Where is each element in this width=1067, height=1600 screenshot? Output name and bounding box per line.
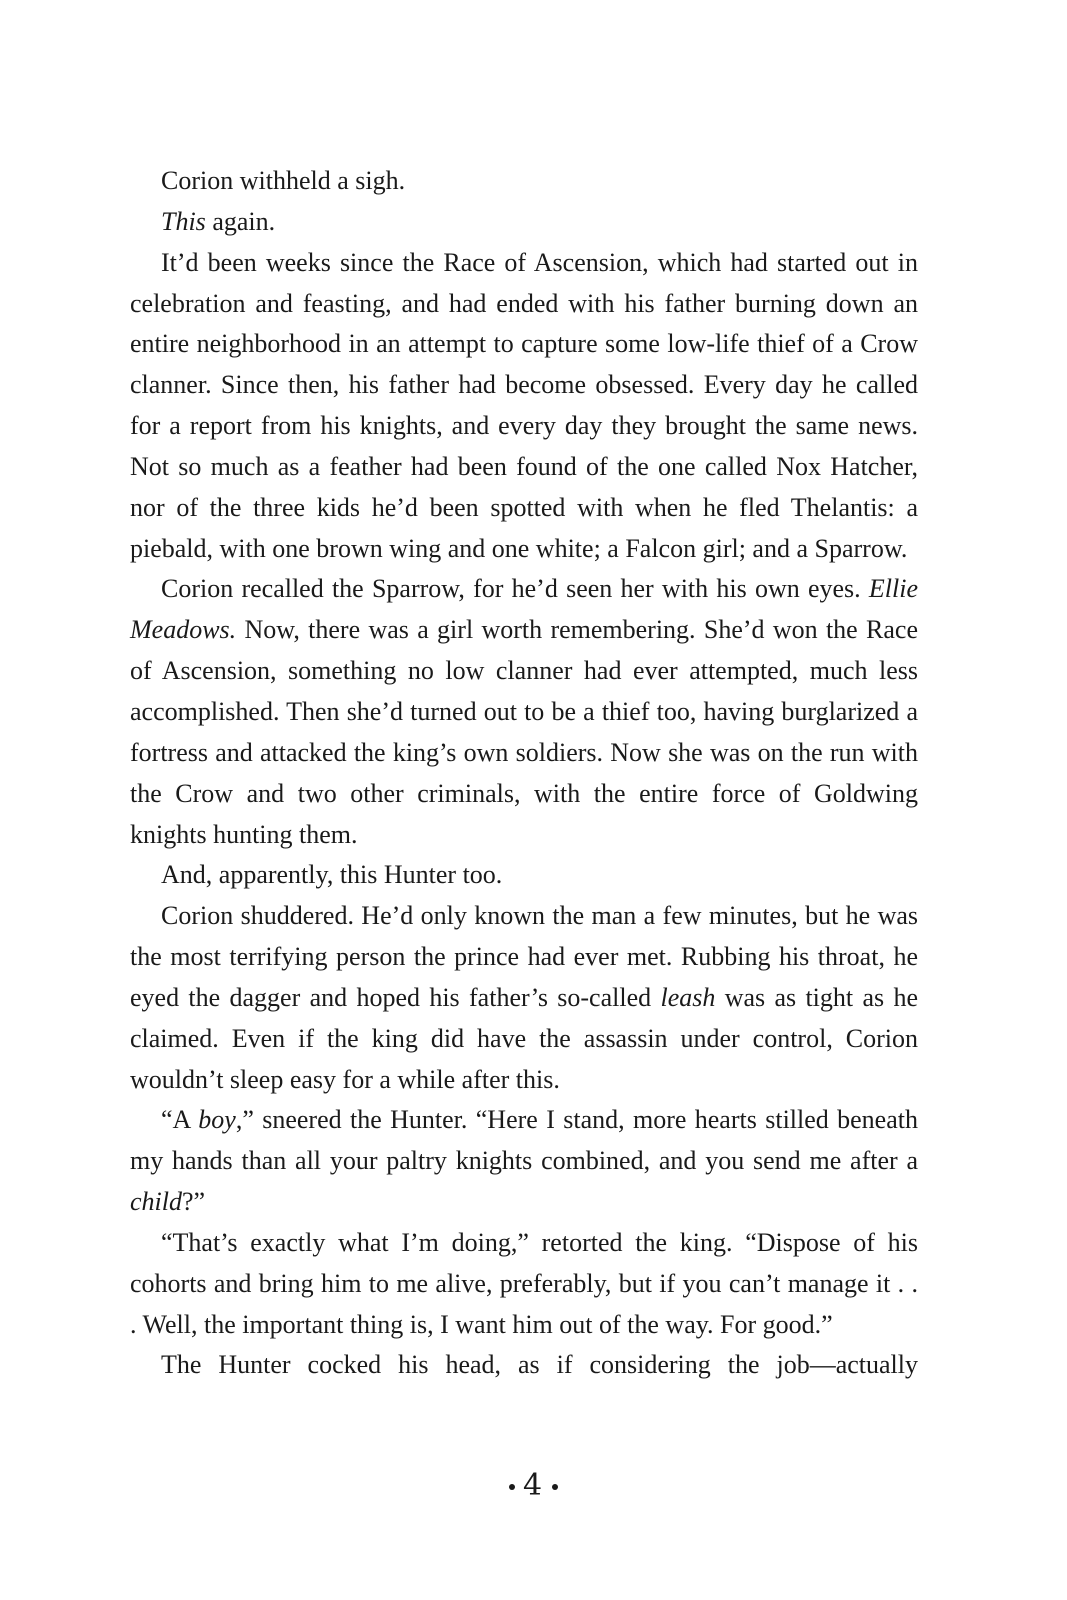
paragraph xyxy=(130,569,918,855)
folio-dot-left xyxy=(509,1484,515,1490)
paragraph xyxy=(130,896,918,1100)
italic-run: This xyxy=(161,206,206,236)
text-run: Corion recalled the Sparrow, for he’d seen her with his own eyes. xyxy=(161,574,869,604)
text-run: again. xyxy=(205,206,276,236)
text-run: ?” xyxy=(182,1187,206,1217)
text-run: “A xyxy=(161,1105,199,1135)
italic-run: boy xyxy=(198,1105,236,1135)
italic-run: leash xyxy=(660,982,716,1012)
paragraph xyxy=(130,855,918,896)
paragraph xyxy=(130,1345,918,1386)
italic-run: Ellie Meadows. xyxy=(130,574,918,645)
text-run: “That’s exactly what I’m doing,” retorted the king. “Dispose of his cohorts and bring him to me alive, preferably, but if you can’t manage it . . . Well, the important thing is, I want him out of the way. For good.” xyxy=(130,1227,918,1339)
paragraph xyxy=(130,243,918,570)
page-number xyxy=(0,1468,1067,1503)
text-run: The Hunter cocked his head, as if considering the job—actually xyxy=(161,1350,918,1380)
text-run: Corion withheld a sigh. xyxy=(161,166,406,195)
text-run: Corion shuddered. He’d only known the man a few minutes, but he was the most terrifying person the prince had ever met. Rubbing his throat, he eyed the dagger and hoped his father’s so-called xyxy=(130,901,918,1012)
italic-run: child xyxy=(130,1187,182,1217)
paragraph xyxy=(130,202,918,243)
body-text xyxy=(130,161,918,1386)
text-run: It’d been weeks since the Race of Ascension, which had started out in celebration and feasting, and had ended with his father burning down an entire neighborhood in an attempt to capture some low-life thief of a Crow clanner. Since then, his father had become obsessed. Every day he called for a report from his knights, and every day they brought the same news. Not so much as a feather had been found of the one called Nox Hatcher, nor of the three kids he’d been spotted with when he fled Thelantis: a piebald, with one brown wing and one white; a Falcon girl; and a Sparrow. xyxy=(130,247,918,563)
paragraph xyxy=(130,161,918,202)
paragraph xyxy=(130,1223,918,1346)
folio-dot-right xyxy=(552,1484,558,1490)
paragraph xyxy=(130,1100,918,1223)
text-run: ,” sneered the Hunter. “Here I stand, more hearts stilled beneath my hands than all your paltry knights combined, and you send me after a xyxy=(130,1105,918,1176)
text-run: And, apparently, this Hunter too. xyxy=(161,860,503,890)
text-run: was as tight as he claimed. Even if the king did have the assassin under control, Corion wouldn’t sleep easy for a while after this. xyxy=(130,982,918,1094)
text-run: Now, there was a girl worth remembering. She’d won the Race of Ascension, something no low clanner had ever attempted, much less accomplished. Then she’d turned out to be a thief too, having burglarized a fortress and attacked the king’s own soldiers. Now she was on the run with the Crow and two other criminals, with the entire force of Goldwing knights hunting them. xyxy=(130,615,918,849)
page-number-text: 4 xyxy=(522,1468,545,1503)
